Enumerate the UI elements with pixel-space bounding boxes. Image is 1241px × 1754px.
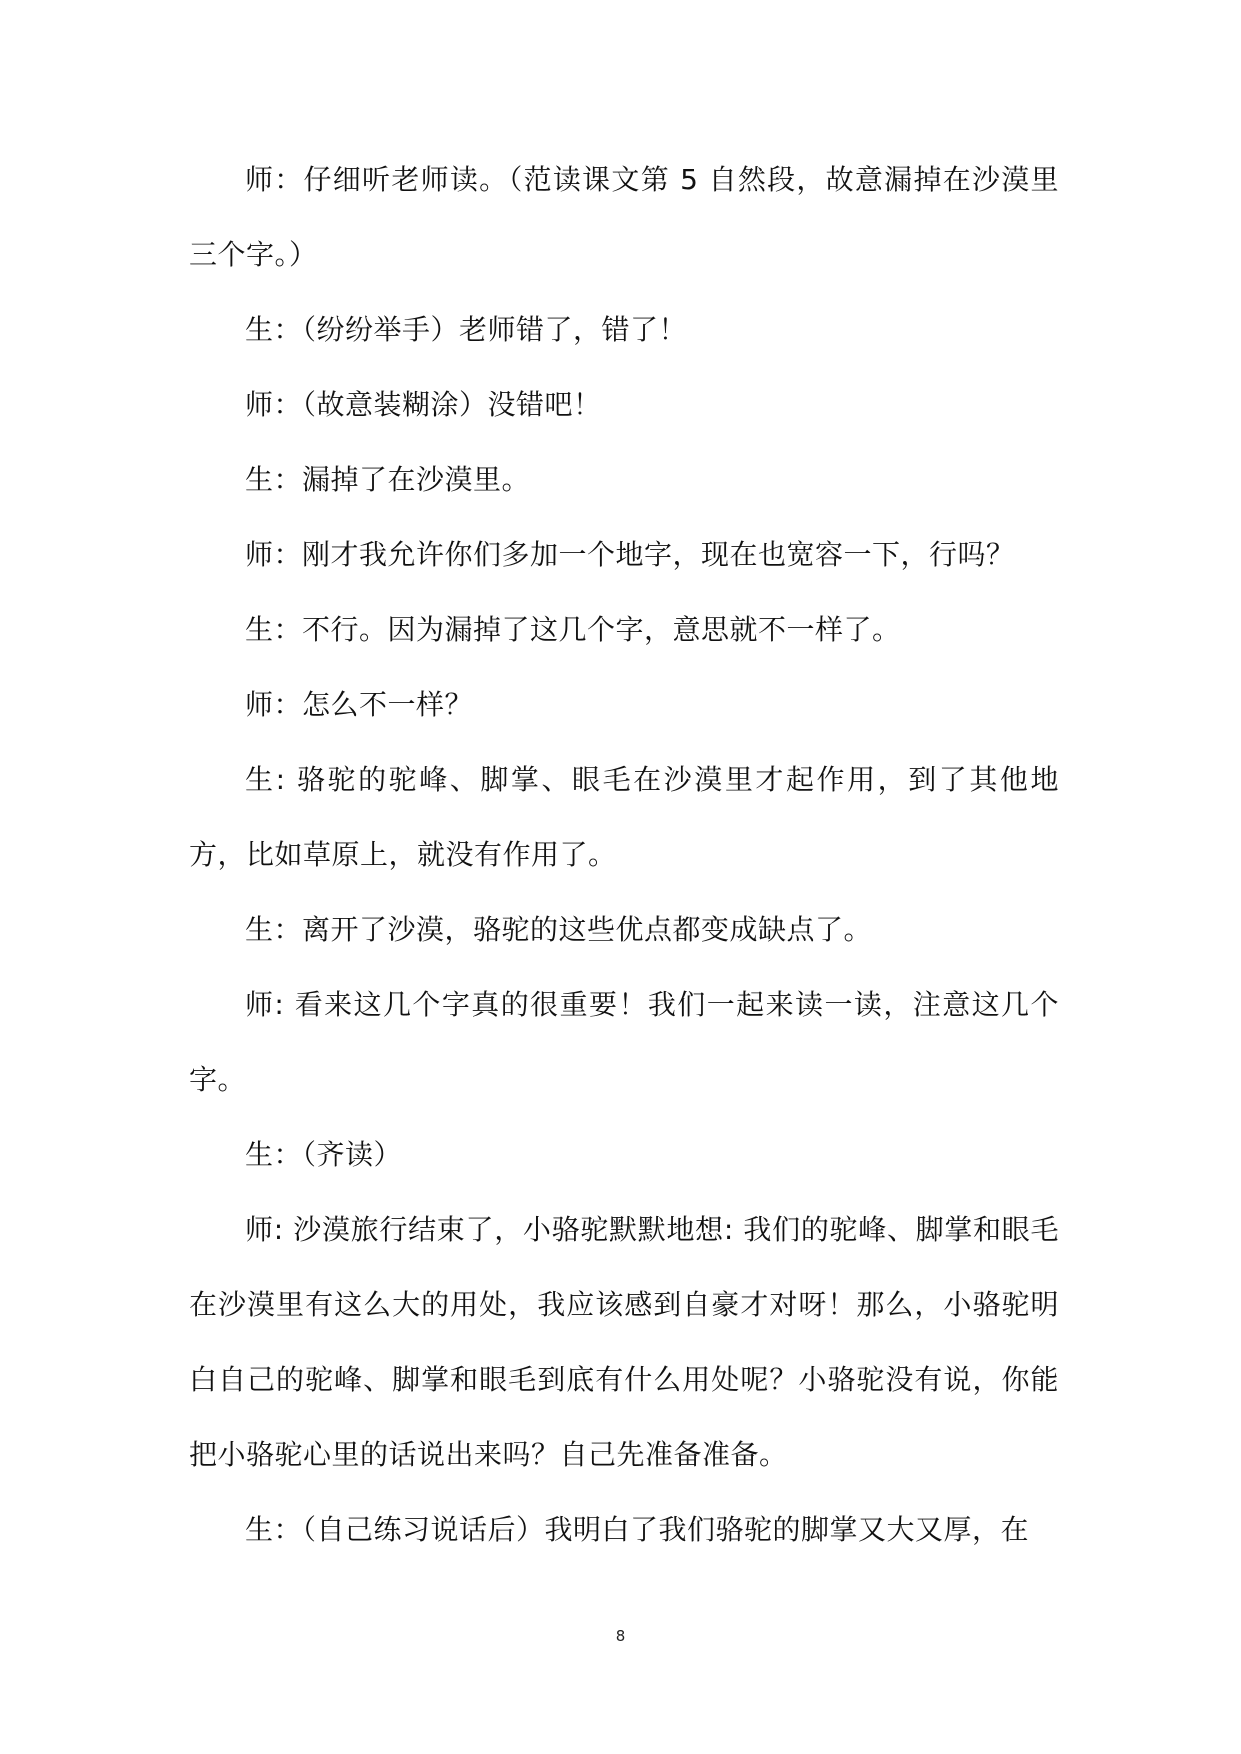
paragraph: 生：不行。因为漏掉了这几个字，意思就不一样了。 (245, 613, 901, 646)
page-number: 8 (615, 1627, 626, 1645)
paragraph: 生：（齐读） (245, 1138, 403, 1171)
document-body (189, 142, 1059, 1567)
paragraph: 生：离开了沙漠，骆驼的这些优点都变成缺点了。 (245, 913, 873, 946)
paragraph: 师：仔细听老师读。（范读课文第 5 自然段，故意漏掉在沙漠里三个字。） (189, 163, 1059, 271)
paragraph: 师：刚才我允许你们多加一个地字，现在也宽容一下，行吗？ (245, 538, 1015, 571)
paragraph: 生：（纷纷举手）老师错了，错了！ (245, 313, 688, 346)
paragraph: 师: 沙漠旅行结束了，小骆驼默默地想: 我们的驼峰、脚掌和眼毛在沙漠里有这么大的用处，我应该感到自豪才对呀！那么，小骆驼明白自己的驼峰、脚掌和眼毛到底有什么用处呢？小骆驼没有说，你能把小骆驼心里的话说出来吗？自己先准备准备。 (189, 1213, 1059, 1471)
paragraph: 师：（故意装糊涂）没错吧！ (245, 388, 602, 421)
paragraph: 师: 看来这几个字真的很重要！我们一起来读一读，注意这几个字。 (189, 988, 1059, 1096)
paragraph: 生: 骆驼的驼峰、脚掌、眼毛在沙漠里才起作用，到了其他地方，比如草原上，就没有作用了。 (189, 763, 1059, 871)
paragraph: 生：漏掉了在沙漠里。 (245, 463, 531, 496)
paragraph: 生：（自己练习说话后）我明白了我们骆驼的脚掌又大又厚，在 (245, 1513, 1030, 1546)
paragraph: 师：怎么不一样？ (245, 688, 474, 721)
